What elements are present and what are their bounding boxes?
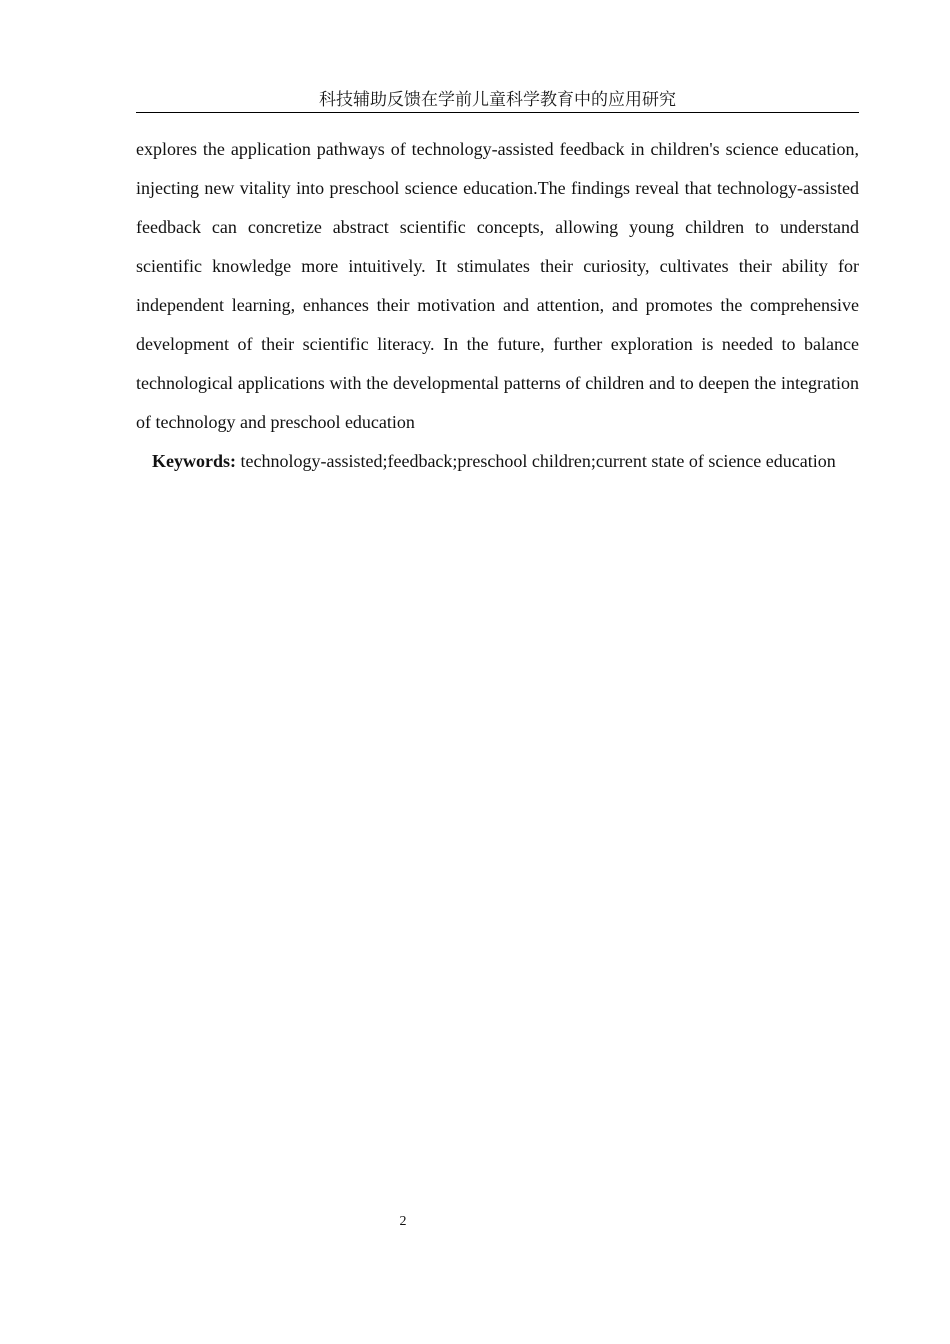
keywords-paragraph xyxy=(136,442,859,481)
keywords-label: Keywords: xyxy=(152,451,236,471)
running-header-title: 科技辅助反馈在学前儿童科学教育中的应用研究 xyxy=(136,88,859,113)
abstract-paragraph: explores the application pathways of technology-assisted feedback in children's science education, injecting new vitality into preschool science education.The findings reveal that technology-assisted feedback can concretize abstract scientific concepts, allowing young children to understand scientific knowledge more intuitively. It stimulates their curiosity, cultivates their ability for independent learning, enhances their motivation and attention, and promotes the comprehensive development of their scientific literacy. In the future, further exploration is needed to balance technological applications with the developmental patterns of children and to deepen the integration of technology and preschool education xyxy=(136,139,859,432)
page-number: 2 xyxy=(399,1214,407,1229)
keywords-text: technology-assisted;feedback;preschool children;current state of science education xyxy=(240,451,836,471)
abstract-body xyxy=(136,130,859,481)
